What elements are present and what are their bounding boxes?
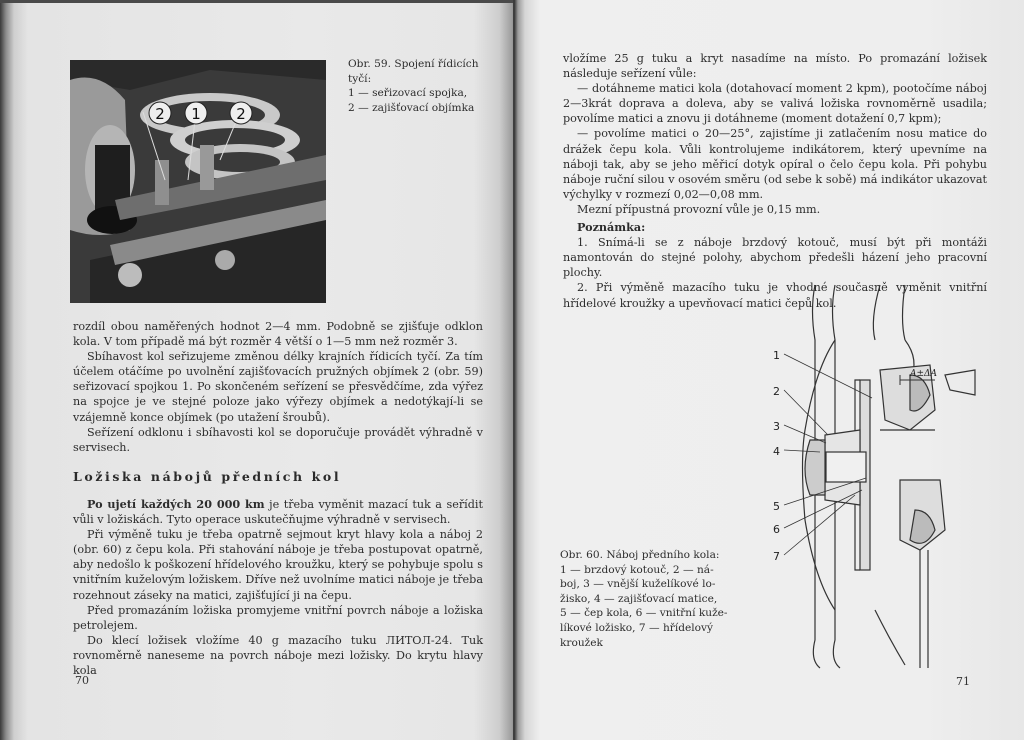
paragraph: Sbíhavost kol seřizujeme změnou délky krajních řídicích tyčí. Za tím účelem otáčíme po uvolnění zajišťovacích pružných objímek 2 (obr. 59) seřizovací spojkou 1. Po skončeném seřízení se přesvědčíme, zda výřez na spojce je ve stejné poloze jako výřezy objímek a nedotýkají-li se vzájemně konce objímek (po utažení šroubů). xyxy=(73,350,483,424)
section-heading: Ložiska nábojů předních kol xyxy=(73,469,342,484)
svg-text:1: 1 xyxy=(191,105,201,123)
caption-line: 1 — brzdový kotouč, 2 — ná- xyxy=(560,563,714,576)
bold-prefix: Po ujetí každých 20 000 km xyxy=(87,497,265,511)
paragraph: Mezní přípustná provozní vůle je 0,15 mm. xyxy=(577,202,821,216)
caption-line: žisko, 4 — zajišťovací matice, xyxy=(560,592,718,605)
diagram-callout-6: 6 xyxy=(773,523,780,536)
note-heading: Poznámka: xyxy=(577,220,646,235)
figure-60-hub-diagram xyxy=(760,280,990,670)
paragraph: Seřízení odklonu i sbíhavosti kol se doporučuje provádět výhradně v servisech. xyxy=(73,425,483,454)
section-body-text xyxy=(73,497,483,678)
diagram-callout-4: 4 xyxy=(773,445,780,458)
diagram-callout-2: 2 xyxy=(773,385,780,398)
paragraph: vložíme 25 g tuku a kryt nasadíme na místo. Po promazání ložisek následuje seřízení vůle: xyxy=(563,52,987,81)
diagram-callout-7: 7 xyxy=(773,550,780,563)
caption-line: tyčí: xyxy=(348,72,372,85)
callout-label-2b xyxy=(230,102,252,124)
note-item: 1. Snímá-li se z náboje brzdový kotouč, musí být při montáži namontován do stejné polohy, abychom předešli házení jeho pracovní plochy. xyxy=(563,236,987,280)
dimension-label: A±ΔA xyxy=(910,369,938,379)
caption-line: 2 — zajišťovací objímka xyxy=(348,101,475,114)
paragraph: — dotáhneme matici kola (dotahovací moment 2 kpm), pootočíme náboj 2—3krát doprava a doleva, aby se valivá ložiska rovnoměrně usadila; povolíme matici a znovu ji dotáhneme (moment dotažení 0,7 kpm); xyxy=(563,82,987,126)
figure-59-caption xyxy=(348,57,479,115)
suspension-photo-illustration xyxy=(70,60,326,303)
callout-label-1 xyxy=(185,102,207,124)
caption-line: Obr. 59. Spojení řídicích xyxy=(348,58,479,70)
paragraph: Před promazáním ložiska promyjeme vnitřní povrch náboje a ložiska petrolejem. xyxy=(73,603,483,632)
figure-59-photo xyxy=(70,60,326,303)
paragraph: — povolíme matici o 20—25°, zajistíme ji zatlačením nosu matice do drážek čepu kola. Vůli kontrolujeme indikátorem, který upevníme na náboji tak, aby se jeho měřicí dotyk opíral o čelo čepu kola. Při pohybu náboje ruční silou v osovém směru (od sebe k sobě) má indikátor ukazovat výchylky v rozmezí 0,02—0,08 mm. xyxy=(563,127,987,201)
caption-line: líkové ložisko, 7 — hřídelový xyxy=(560,621,714,634)
caption-line: Obr. 60. Náboj předního kola: xyxy=(560,549,720,561)
page-number-right: 71 xyxy=(956,675,970,688)
diagram-callout-5: 5 xyxy=(773,500,780,513)
note-item: 2. Při výměně mazacího tuku je vhodné současně vyměnit vnitřní hřídelové kroužky a upevňovací matici čepů kol. xyxy=(563,281,987,310)
paragraph: Při výměně tuku je třeba opatrně sejmout kryt hlavy kola a náboj 2 (obr. 60) z čepu kola. Při stahování náboje je třeba postupovat opatrně, aby nedošlo k poškození hřídelového kroužku, který se pohybuje spolu s vnitřním kuželovým ložiskem. Dříve než uvolníme matici náboje je třeba rozehnout zásekу na matici, zajišťující ji na čepu. xyxy=(73,528,483,602)
callout-label-2a xyxy=(149,102,171,124)
paragraph-text: je třeba vyměnit mazací tuk a seřídit vůli v ložiskách. Tyto operace uskutečňujme výhradně v servisech. xyxy=(73,498,483,527)
paragraph: Do klecí ložisek vložíme 40 g mazacího tuku ЛИТОЛ-24. Tuk rovnoměrně naneseme na povrch náboje mezi ložisky. Do krytu hlavy kola xyxy=(73,633,483,678)
caption-line: kroužek xyxy=(560,636,603,649)
svg-text:2: 2 xyxy=(236,105,246,123)
paragraph xyxy=(73,497,483,527)
caption-line: boj, 3 — vnější kuželíkové lo- xyxy=(560,578,716,591)
left-body-text xyxy=(73,319,483,455)
diagram-callout-1: 1 xyxy=(773,349,780,362)
right-body-text xyxy=(563,51,987,311)
diagram-callout-3: 3 xyxy=(773,420,780,433)
page-number-left: 70 xyxy=(75,674,89,687)
paragraph: rozdíl obou naměřených hodnot 2—4 mm. Podobně se zjišťuje odklon kola. V tom případě má být rozměr 4 větší o 1—5 mm než rozměr 3. xyxy=(73,320,483,349)
figure-60-caption xyxy=(560,548,728,650)
caption-line: 5 — čep kola, 6 — vnitřní kuže- xyxy=(560,607,728,620)
svg-text:2: 2 xyxy=(155,105,165,123)
caption-line: 1 — seřizovací spojka, xyxy=(348,87,468,100)
